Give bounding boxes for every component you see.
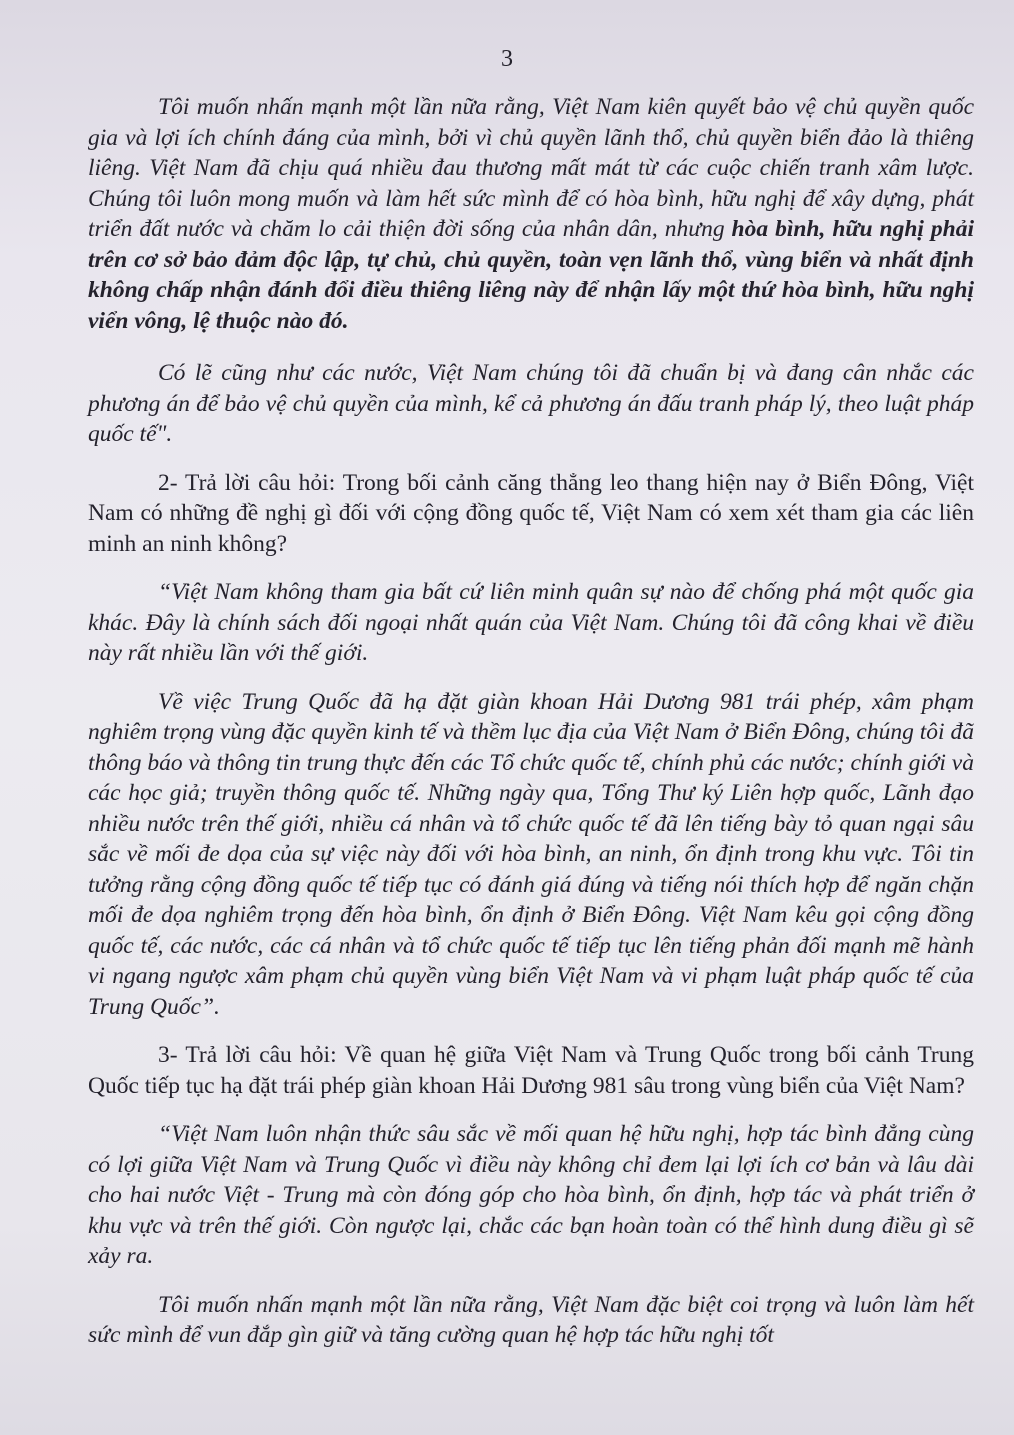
question-2: 2- Trả lời câu hỏi: Trong bối cảnh căng thẳng leo thang hiện nay ở Biển Đông, Việt Nam có những đề nghị gì đối với cộng đồng quốc tế, Việt Nam có xem xét tham gia các liên minh an ninh không? (88, 469, 974, 557)
question-3: 3- Trả lời câu hỏi: Về quan hệ giữa Việt Nam và Trung Quốc trong bối cảnh Trung Quốc tiếp tục hạ đặt trái phép giàn khoan Hải Dương 981 sâu trong vùng biển của Việt Nam? (88, 1042, 974, 1099)
answer-3-part-2: Tôi muốn nhấn mạnh một lần nữa rằng, Việt Nam đặc biệt coi trọng và luôn làm hết sức mình để vun đắp gìn giữ và tăng cường quan hệ hợp tác hữu nghị tốt (88, 1291, 974, 1348)
paragraph-sovereignty-bold-text: hòa bình, hữu nghị phải trên cơ sở bảo đảm độc lập, tự chủ, chủ quyền, toàn vẹn lãnh thổ, vùng biển và nhất định không chấp nhận đánh đổi điều thiêng liêng này để nhận lấy một thứ hòa bình, hữu nghị viển vông, lệ thuộc nào đó. (88, 216, 974, 334)
paragraph-sovereignty-text: Tôi muốn nhấn mạnh một lần nữa rằng, Việt Nam kiên quyết bảo vệ chủ quyền quốc gia và lợi ích chính đáng của mình, bởi vì chủ quyền lãnh thổ, chủ quyền biển đảo là thiêng liêng. Việt Nam đã chịu quá nhiều đau thương mất mát từ các cuộc chiến tranh xâm lược. Chúng tôi luôn mong muốn và làm hết sức mình để có hòa bình, hữu nghị để xây dựng, phát triển đất nước và chăm lo cải thiện đời sống của nhân dân, nhưng (88, 94, 974, 242)
paragraph-legal-options: Có lẽ cũng như các nước, Việt Nam chúng tôi đã chuẩn bị và đang cân nhắc các phương án để bảo vệ chủ quyền của mình, kể cả phương án đấu tranh pháp lý, theo luật pháp quốc tế". (88, 360, 974, 447)
answer-3-part-1: “Việt Nam luôn nhận thức sâu sắc về mối quan hệ hữu nghị, hợp tác bình đẳng cùng có lợi giữa Việt Nam và Trung Quốc vì điều này không chỉ đem lại lợi ích cơ bản và lâu dài cho hai nước Việt - Trung mà còn đóng góp cho hòa bình, ổn định, hợp tác và phát triển ở khu vực và trên thế giới. Còn ngược lại, chắc các bạn hoàn toàn có thể hình dung điều gì sẽ xảy ra. (88, 1121, 974, 1269)
paragraph-sovereignty (88, 92, 974, 336)
answer-2-part-1: “Việt Nam không tham gia bất cứ liên minh quân sự nào để chống phá một quốc gia khác. Đây là chính sách đối ngoại nhất quán của Việt Nam. Chúng tôi đã công khai về điều này rất nhiều lần với thế giới. (88, 579, 974, 666)
document-body (88, 92, 974, 1351)
page-number: 3 (501, 46, 513, 72)
answer-2-part-2: Về việc Trung Quốc đã hạ đặt giàn khoan Hải Dương 981 trái phép, xâm phạm nghiêm trọng vùng đặc quyền kinh tế và thềm lục địa của Việt Nam ở Biển Đông, chúng tôi đã thông báo và thông tin trung thực đến các Tổ chức quốc tế, chính phủ các nước; chính giới và các học giả; truyền thông quốc tế. Những ngày qua, Tổng Thư ký Liên hợp quốc, Lãnh đạo nhiều nước trên thế giới, nhiều cá nhân và tổ chức quốc tế đã lên tiếng bày tỏ quan ngại sâu sắc về mối đe dọa của sự việc này đối với hòa bình, an ninh, ổn định trong khu vực. Tôi tin tưởng rằng cộng đồng quốc tế tiếp tục có đánh giá đúng và tiếng nói thích hợp để ngăn chặn mối đe dọa nghiêm trọng đến hòa bình, ổn định ở Biển Đông. Việt Nam kêu gọi cộng đồng quốc tế, các nước, các cá nhân và tổ chức quốc tế tiếp tục lên tiếng phản đối mạnh mẽ hành vi ngang ngược xâm phạm chủ quyền vùng biển Việt Nam và vi phạm luật pháp quốc tế của Trung Quốc”. (88, 688, 974, 1020)
